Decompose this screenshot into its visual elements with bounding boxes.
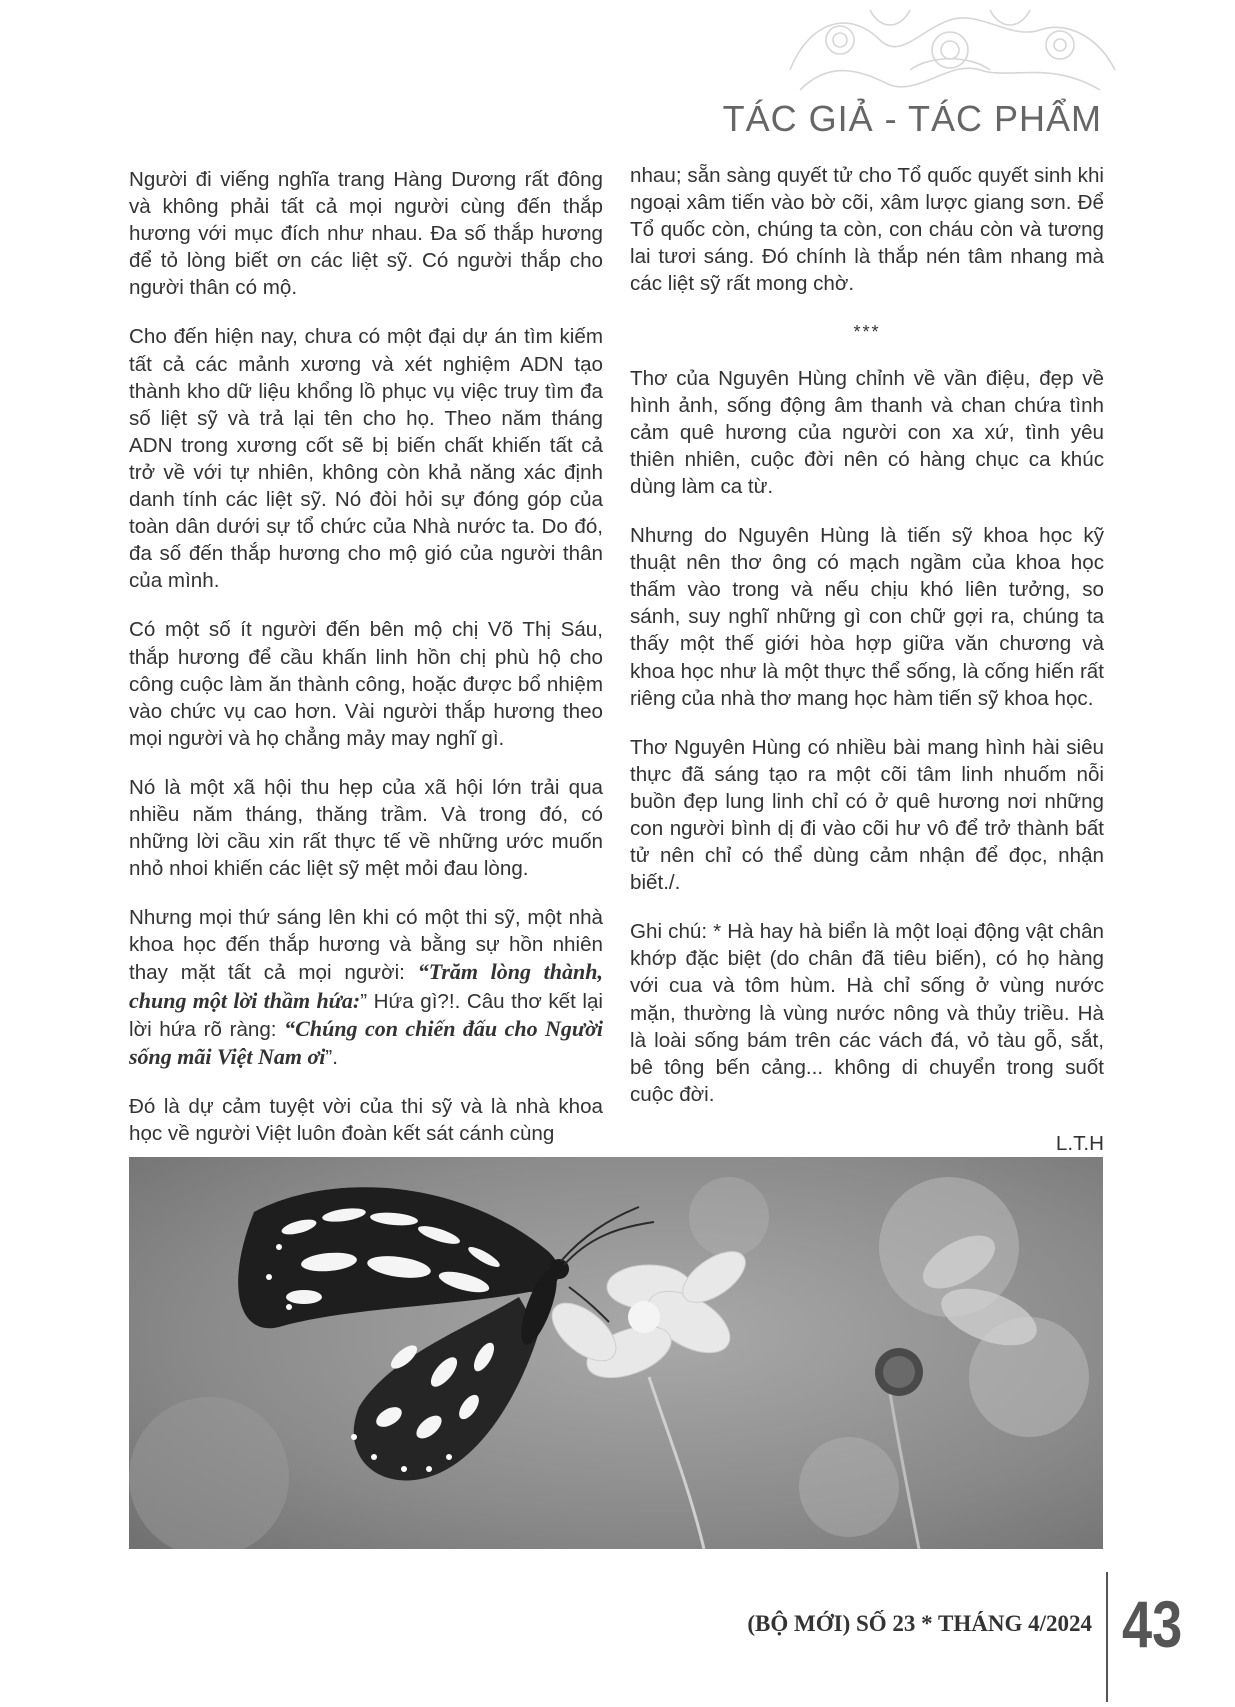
footer-divider	[1106, 1572, 1108, 1702]
left-column	[129, 166, 603, 1169]
text-run: Nhưng mọi thứ sáng lên khi có một thi sỹ, một nhà khoa học đến thắp hương và bằng sự hồn nhiên thay mặt tất cả mọi người:	[129, 906, 603, 985]
paragraph: Thơ Nguyên Hùng có nhiều bài mang hình hài siêu thực đã sáng tạo ra một cõi tâm linh nhuốm nỗi buồn đẹp lung linh chỉ có ở quê hương nơi những con người bình dị đi vào cõi hư vô để trở thành bất tử nên chỉ có thể dùng cảm nhận để đọc, nhận biết./.	[630, 735, 1104, 895]
issue-info: (BỘ MỚI) SỐ 23 * THÁNG 4/2024	[747, 1611, 1092, 1636]
paragraph: Có một số ít người đến bên mộ chị Võ Thị Sáu, thắp hương để cầu khấn linh hồn chị phù hộ cho công cuộc làm ăn thành công, hoặc được bổ nhiệm vào chức vụ cao hơn. Vài người thắp hương theo mọi người và họ chẳng mảy may nghĩ gì.	[129, 618, 603, 750]
right-column	[630, 162, 1104, 1157]
paragraph: Thơ của Nguyên Hùng chỉnh về vần điệu, đẹp về hình ảnh, sống động âm thanh và chan chứa tình cảm quê hương của người con xa xứ, tình yêu thiên nhiên, cuộc đời nên có hàng chục ca khúc dùng làm ca từ.	[630, 366, 1104, 498]
butterfly-photo	[129, 1157, 1103, 1549]
text-run: ”.	[325, 1045, 338, 1069]
paragraph: Người đi viếng nghĩa trang Hàng Dương rất đông và không phải tất cả mọi người cùng đến thắp hương với mục đích như nhau. Đa số thắp hương để tỏ lòng biết ơn các liệt sỹ. Có người thắp cho người thân có mộ.	[129, 168, 603, 300]
section-title: TÁC GIẢ - TÁC PHẨM	[722, 98, 1102, 139]
decorative-ornament	[780, 0, 1120, 100]
paragraph-with-quotes	[129, 904, 603, 1071]
footnote: Ghi chú: * Hà hay hà biển là một loại động vật chân khớp đặc biệt (do chân đã tiêu biến), có họ hàng với cua và tôm hùm. Hà chỉ sống ở vùng nước mặn, thường là vùng nước nông và thủy triều. Hà là loài sống bám trên các vách đá, vỏ tàu gỗ, sắt, bê tông bến cảng... không di chuyển trong suốt cuộc đời.	[630, 920, 1104, 1106]
section-separator: ***	[853, 322, 881, 343]
paragraph: Cho đến hiện nay, chưa có một đại dự án tìm kiếm tất cả các mảnh xương và xét nghiệm ADN tạo thành kho dữ liệu khổng lồ phục vụ việc truy tìm đa số liệt sỹ và trả lại tên cho họ. Theo năm tháng ADN trong xương cốt sẽ bị biến chất khiến tất cả trở về với tự nhiên, không còn khả năng xác định danh tính các liệt sỹ. Nó đòi hỏi sự đóng góp của toàn dân dưới sự tổ chức của Nhà nước ta. Do đó, đa số đến thắp hương cho mộ gió của người thân của mình.	[129, 325, 603, 593]
paragraph: Nhưng do Nguyên Hùng là tiến sỹ khoa học kỹ thuật nên thơ ông có mạch ngầm của khoa học thấm vào trong và nếu chịu khó liên tưởng, so sánh, suy nghĩ những gì con chữ gợi ra, chúng ta thấy một thế giới hòa hợp giữa văn chương và khoa học như là một thực thể sống, là cống hiến rất riêng của nhà thơ mang học hàm tiến sỹ khoa học.	[630, 524, 1104, 710]
page-number: 43	[1122, 1587, 1183, 1661]
paragraph: Nó là một xã hội thu hẹp của xã hội lớn trải qua nhiều năm tháng, thăng trầm. Và trong đó, có những lời cầu xin rất thực tế về những ước muốn nhỏ nhoi khiến các liệt sỹ mệt mỏi đau lòng.	[129, 775, 603, 881]
paragraph: nhau; sẵn sàng quyết tử cho Tổ quốc quyết sinh khi ngoại xâm tiến vào bờ cõi, xâm lược giang sơn. Để Tổ quốc còn, chúng ta còn, con cháu còn và tương lai tươi sáng. Đó chính là thắp nén tâm nhang mà các liệt sỹ rất mong chờ.	[630, 164, 1104, 296]
author-signature: L.T.H	[1055, 1131, 1104, 1155]
paragraph: Đó là dự cảm tuyệt vời của thi sỹ và là nhà khoa học về người Việt luôn đoàn kết sát cánh cùng	[129, 1094, 603, 1145]
text-run: ” Hứa gì?!. Câu thơ kết lại lời hứa rõ ràng:	[129, 989, 604, 1041]
quote-verse: “Chúng con chiến đấu cho Người sống mãi Việt Nam ơi	[129, 1015, 603, 1069]
quote-verse: “Trăm lòng thành, chung một lời thầm hứa:	[129, 959, 603, 1013]
